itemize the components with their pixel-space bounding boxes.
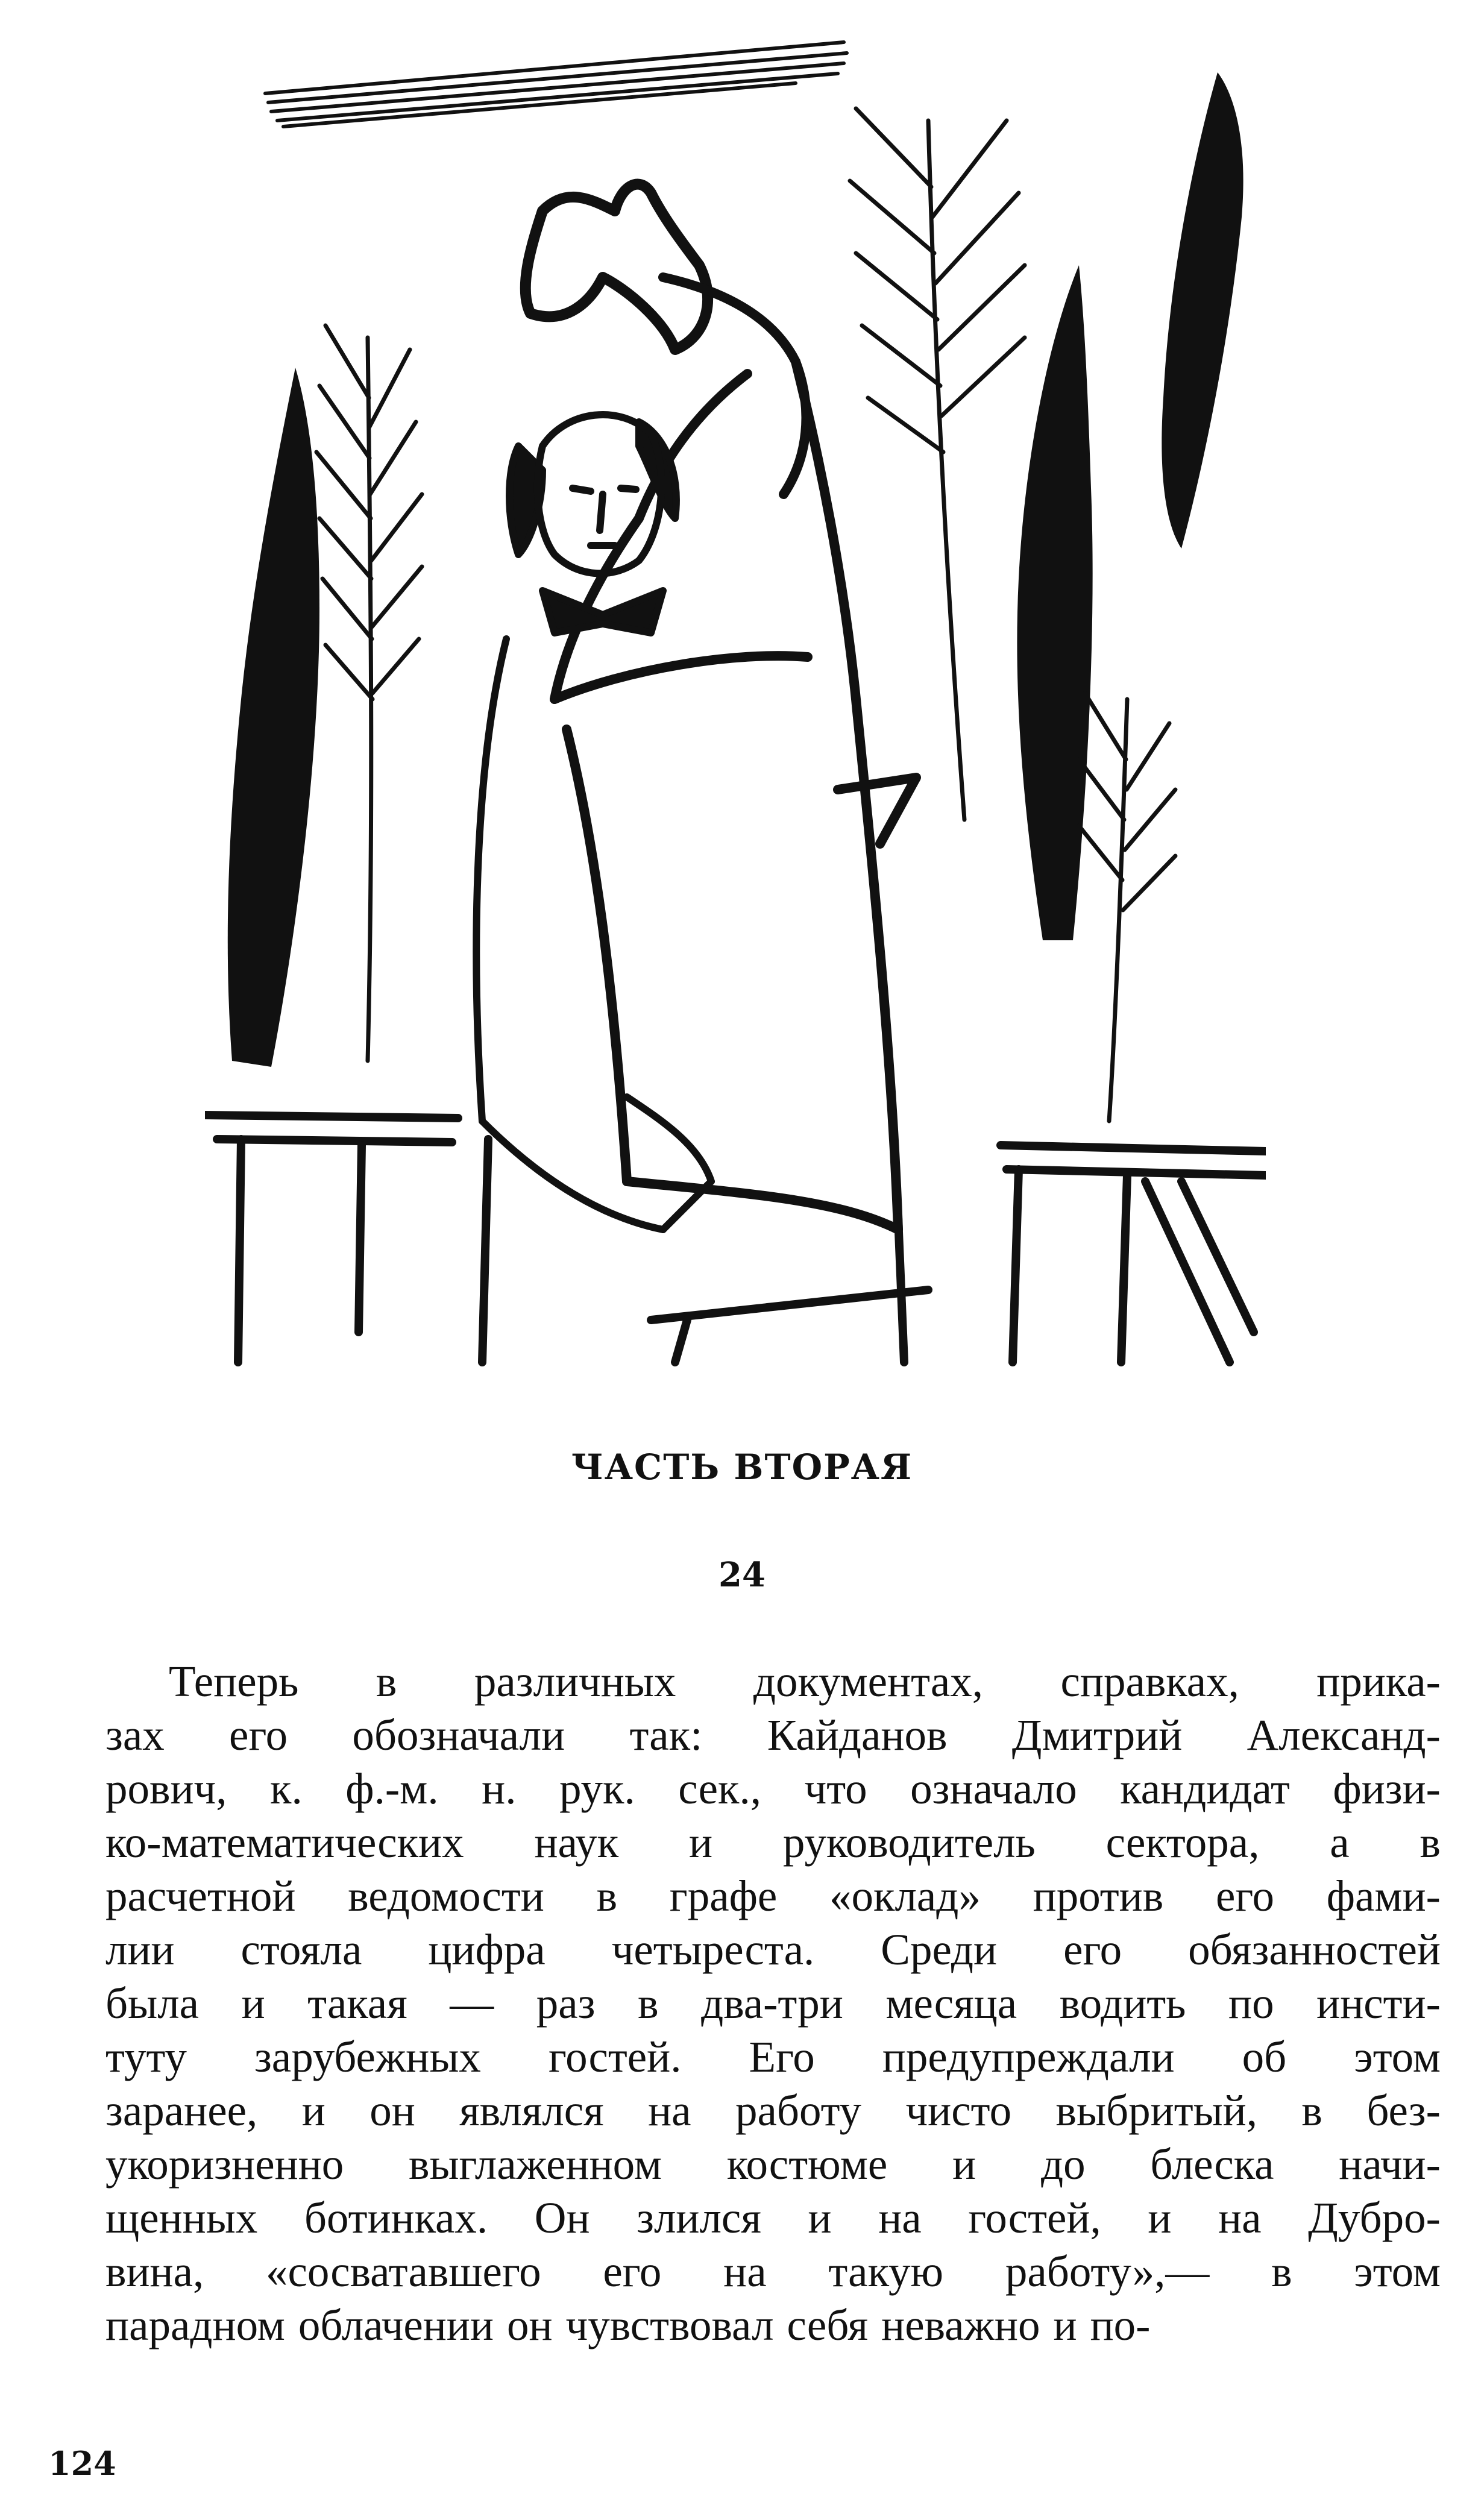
text-line: укоризненно выглаженном костюме и до блеска начи- bbox=[105, 2140, 1441, 2189]
part-title: ЧАСТЬ ВТОРАЯ bbox=[571, 1447, 913, 1488]
chapter-number: 24 bbox=[718, 1555, 766, 1595]
palm-right-icon bbox=[850, 108, 1175, 1121]
text-line: парадном облачении он чувствовал себя неважно и по- bbox=[105, 2301, 1151, 2349]
text-line: туту зарубежных гостей. Его предупреждали об этом bbox=[105, 2032, 1441, 2081]
palm-left-icon bbox=[316, 325, 422, 1061]
text-line: ко-математических наук и руководитель сектора, а в bbox=[105, 1818, 1441, 1867]
hat-icon bbox=[526, 184, 708, 350]
text-line: заранее, и он являлся на работу чисто выбритый, в без- bbox=[105, 2086, 1441, 2135]
body-paragraph bbox=[105, 1655, 1441, 2352]
text-line: расчетной ведомости в графе «оклад» против его фами- bbox=[105, 1872, 1441, 1920]
text-line: лии стояла цифра четыреста. Среди его обязанностей bbox=[105, 1925, 1441, 1974]
furniture-icon bbox=[205, 1115, 1266, 1362]
text-line: вина, «сосватавшего его на такую работу»,— в этом bbox=[105, 2247, 1441, 2296]
hatching-icon bbox=[265, 42, 847, 127]
chapter-illustration-icon bbox=[205, 36, 1266, 1380]
text-line: рович, к. ф.-м. н. рук. сек., что означало кандидат физи- bbox=[105, 1764, 1441, 1813]
cypress-left-icon bbox=[228, 368, 319, 1067]
girl-figure-icon bbox=[476, 415, 711, 1230]
cypress-right-icon bbox=[1162, 72, 1243, 548]
text-line: была и такая — раз в два-три месяца водить по инсти- bbox=[105, 1979, 1441, 2028]
page-number: 124 bbox=[48, 2444, 116, 2483]
text-line: щенных ботинках. Он злился и на гостей, и на Дубро- bbox=[105, 2193, 1441, 2242]
text-line: зах его обозначали так: Кайданов Дмитрий Александ- bbox=[105, 1711, 1441, 1759]
woman-figure-icon bbox=[555, 277, 916, 1230]
text-line: Теперь в различных документах, справках, прика- bbox=[169, 1657, 1441, 1706]
